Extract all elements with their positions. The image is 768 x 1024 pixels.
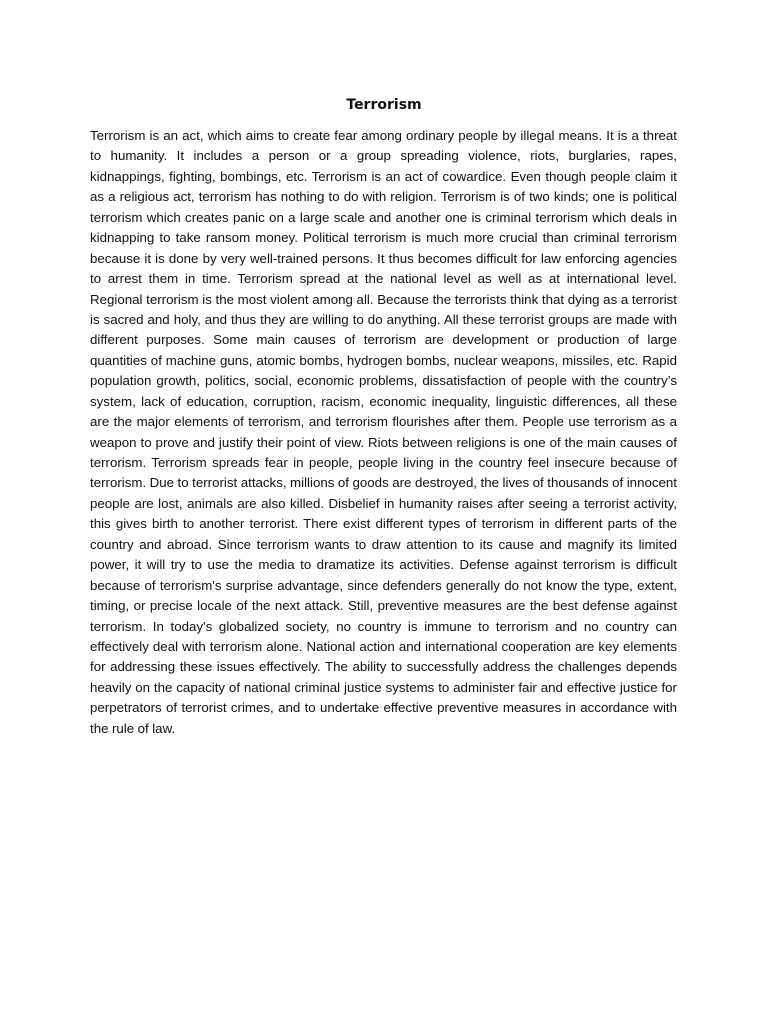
document-title: Terrorism xyxy=(346,97,422,113)
document-body-paragraph: Terrorism is an act, which aims to create fear among ordinary people by illegal means. It is a threat to humanity. It includes a person or a group spreading violence, riots, burglaries, rapes, kidnappings, fighting, bombings, etc. Terrorism is an act of cowardice. Even though people claim it as a religious act, terrorism has nothing to do with religion. Terrorism is of two kinds; one is political terrorism which creates panic on a large scale and another one is criminal terrorism which deals in kidnapping to take ransom money. Political terrorism is much more crucial than criminal terrorism because it is done by very well-trained persons. It thus becomes difficult for law enforcing agencies to arrest them in time. Terrorism spread at the national level as well as at international level. Regional terrorism is the most violent among all. Because the terrorists think that dying as a terrorist is sacred and holy, and thus they are willing to do anything. All these terrorist groups are made with different purposes. Some main causes of terrorism are development or production of large quantities of machine guns, atomic bombs, hydrogen bombs, nuclear weapons, missiles, etc. Rapid population growth, politics, social, economic problems, dissatisfaction of people with the country’s system, lack of education, corruption, racism, economic inequality, linguistic differences, all these are the major elements of terrorism, and terrorism flourishes after them. People use terrorism as a weapon to prove and justify their point of view. Riots between religions is one of the main causes of terrorism. Terrorism spreads fear in people, people living in the country feel insecure because of terrorism. Due to terrorist attacks, millions of goods are destroyed, the lives of thousands of innocent people are lost, animals are also killed. Disbelief in humanity raises after seeing a terrorist activity, this gives birth to another terrorist. There exist different types of terrorism in different parts of the country and abroad. Since terrorism wants to draw attention to its cause and magnify its limited power, it will try to use the media to dramatize its activities. Defense against terrorism is difficult because of terrorism's surprise advantage, since defenders generally do not know the type, extent, timing, or precise locale of the next attack. Still, preventive measures are the best defense against terrorism. In today's globalized society, no country is immune to terrorism and no country can effectively deal with terrorism alone. National action and international cooperation are key elements for addressing these issues effectively. The ability to successfully address the challenges depends heavily on the capacity of national criminal justice systems to administer fair and effective justice for perpetrators of terrorist crimes, and to undertake effective preventive measures in accordance with the rule of law. xyxy=(90,128,677,736)
